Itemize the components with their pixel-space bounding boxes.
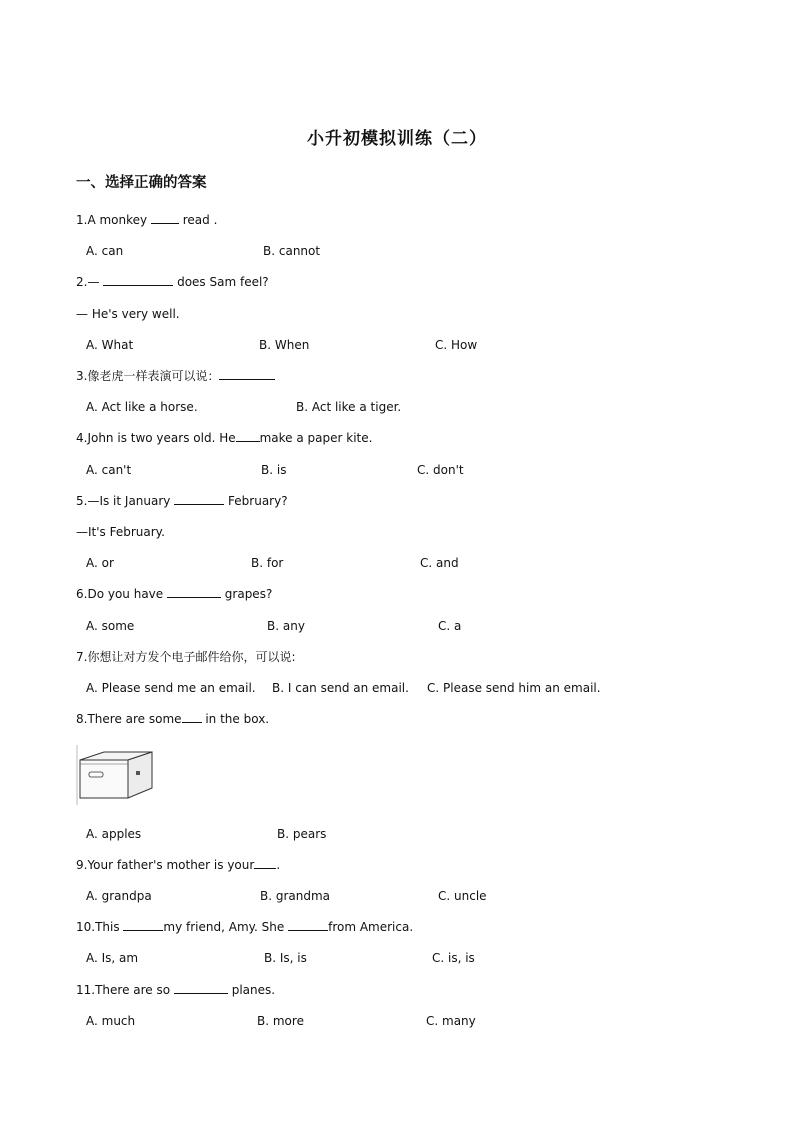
- option-a[interactable]: A. some: [86, 619, 135, 633]
- option-a[interactable]: A. or: [86, 556, 114, 570]
- option-b[interactable]: B. Is, is: [264, 951, 307, 965]
- option-a[interactable]: A. What: [86, 338, 134, 352]
- option-b[interactable]: B. When: [259, 338, 310, 352]
- answer-blank[interactable]: [219, 368, 275, 380]
- option-c[interactable]: C. don't: [417, 463, 464, 477]
- option-b[interactable]: B. I can send an email.: [272, 681, 409, 695]
- option-b[interactable]: B. any: [267, 619, 305, 633]
- answer-blank[interactable]: [174, 493, 224, 505]
- option-a[interactable]: A. can: [86, 244, 124, 258]
- option-a[interactable]: A. can't: [86, 463, 132, 477]
- answer-blank[interactable]: [174, 982, 228, 994]
- answer-blank[interactable]: [123, 919, 163, 931]
- question-9: 9.Your father's mother is your .: [76, 858, 281, 872]
- option-c[interactable]: C. uncle: [438, 889, 487, 903]
- option-b[interactable]: B. pears: [277, 827, 327, 841]
- answer-blank[interactable]: [103, 274, 173, 286]
- answer-blank[interactable]: [288, 919, 328, 931]
- option-c[interactable]: C. many: [426, 1014, 476, 1028]
- question-2-reply: — He's very well.: [76, 307, 180, 321]
- question-5: 5.—Is it January February?: [76, 494, 288, 508]
- option-b[interactable]: B. is: [261, 463, 287, 477]
- answer-blank[interactable]: [151, 212, 179, 224]
- question-4: 4.John is two years old. He make a paper kite.: [76, 431, 373, 445]
- option-a[interactable]: A. apples: [86, 827, 142, 841]
- question-5-reply: —It's February.: [76, 525, 165, 539]
- option-a[interactable]: A. Act like a horse.: [86, 400, 198, 414]
- option-b[interactable]: B. grandma: [260, 889, 331, 903]
- question-8: 8.There are some in the box.: [76, 712, 270, 726]
- option-a[interactable]: A. grandpa: [86, 889, 152, 903]
- option-b[interactable]: B. Act like a tiger.: [296, 400, 402, 414]
- question-10: 10.This my friend, Amy. She from America.: [76, 920, 414, 934]
- option-c[interactable]: C. How: [435, 338, 478, 352]
- page-title: 小升初模拟训练（二）: [307, 129, 487, 149]
- option-c[interactable]: C. a: [438, 619, 462, 633]
- question-3: 3.像老虎一样表演可以说：: [76, 368, 275, 384]
- section-heading: 一、选择正确的答案: [76, 175, 207, 191]
- option-a[interactable]: A. much: [86, 1014, 136, 1028]
- question-7: 7.你想让对方发个电子邮件给你，可以说:: [76, 650, 296, 664]
- option-c[interactable]: C. is, is: [432, 951, 475, 965]
- option-a[interactable]: A. Is, am: [86, 951, 139, 965]
- option-a[interactable]: A. Please send me an email.: [86, 681, 256, 695]
- option-b[interactable]: B. for: [251, 556, 284, 570]
- option-b[interactable]: B. more: [257, 1014, 304, 1028]
- question-11: 11.There are so planes.: [76, 983, 276, 997]
- question-2: 2.— does Sam feel?: [76, 275, 269, 289]
- answer-blank[interactable]: [254, 857, 276, 869]
- option-b[interactable]: B. cannot: [263, 244, 321, 258]
- option-c[interactable]: C. and: [420, 556, 459, 570]
- answer-blank[interactable]: [167, 586, 221, 598]
- answer-blank[interactable]: [236, 430, 260, 442]
- question-1: 1.A monkey read .: [76, 213, 218, 227]
- option-c[interactable]: C. Please send him an email.: [427, 681, 601, 695]
- question-6: 6.Do you have grapes?: [76, 587, 273, 601]
- box-image: [76, 744, 156, 806]
- answer-blank[interactable]: [182, 711, 202, 723]
